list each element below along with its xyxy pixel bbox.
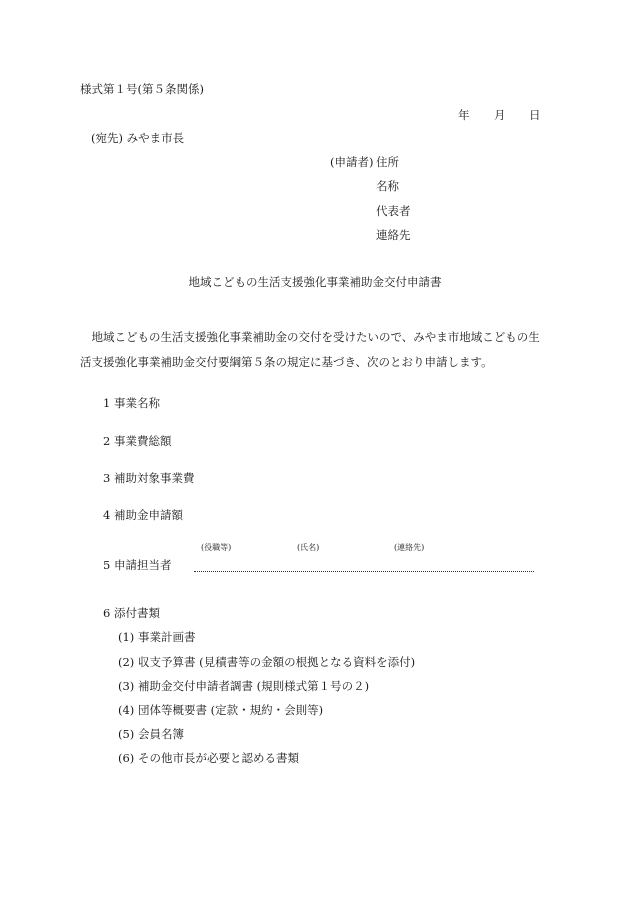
attachment-item: (2) 収支予算書 (見積書等の金額の根拠となる資料を添付) xyxy=(118,655,416,669)
item-subsidy-amount: 4 補助金申請額 xyxy=(103,508,183,522)
applicant-label: (申請者) xyxy=(330,155,374,169)
applicant-representative-label: 代表者 xyxy=(376,204,411,218)
applicant-name-label: 名称 xyxy=(376,179,399,193)
contact-name-label: (氏名) xyxy=(297,543,320,552)
attachments-label: 6 添付書類 xyxy=(103,606,160,620)
applicant-address-label: 住所 xyxy=(376,155,399,169)
attachment-item: (5) 会員名簿 xyxy=(118,727,184,741)
attachment-item: (4) 団体等概要書 (定款・規約・会則等) xyxy=(118,703,324,717)
applicant-contact-label: 連絡先 xyxy=(376,228,411,242)
attachment-item: (1) 事業計画書 xyxy=(118,630,196,644)
item-project-name: 1 事業名称 xyxy=(103,396,160,410)
item-eligible-cost: 3 補助対象事業費 xyxy=(103,471,195,485)
date-month: 月 xyxy=(494,108,506,122)
contact-info-label: (連絡先) xyxy=(394,543,425,552)
contact-person-dotted-line xyxy=(194,571,534,572)
document-title: 地域こどもの生活支援強化事業補助金交付申請書 xyxy=(188,275,442,289)
body-line-1: 地域こどもの生活支援強化事業補助金の交付を受けたいので、みやま市地域こどもの生 xyxy=(91,330,540,344)
contact-role-label: (役職等) xyxy=(201,543,232,552)
item-total-cost: 2 事業費総額 xyxy=(103,434,172,448)
form-number: 様式第１号(第５条関係) xyxy=(80,82,204,96)
date-day: 日 xyxy=(529,108,541,122)
attachment-item: (6) その他市長が必要と認める書類 xyxy=(118,751,299,765)
addressee: (宛先) みやま市長 xyxy=(91,131,185,145)
date-year: 年 xyxy=(458,108,470,122)
attachment-item: (3) 補助金交付申請者調書 (規則様式第１号の２) xyxy=(118,679,370,693)
item-contact-person: 5 申請担当者 xyxy=(103,558,172,572)
body-paragraph xyxy=(80,325,560,375)
body-line-2: 活支援強化事業補助金交付要綱第５条の規定に基づき、次のとおり申請します。 xyxy=(80,355,493,369)
